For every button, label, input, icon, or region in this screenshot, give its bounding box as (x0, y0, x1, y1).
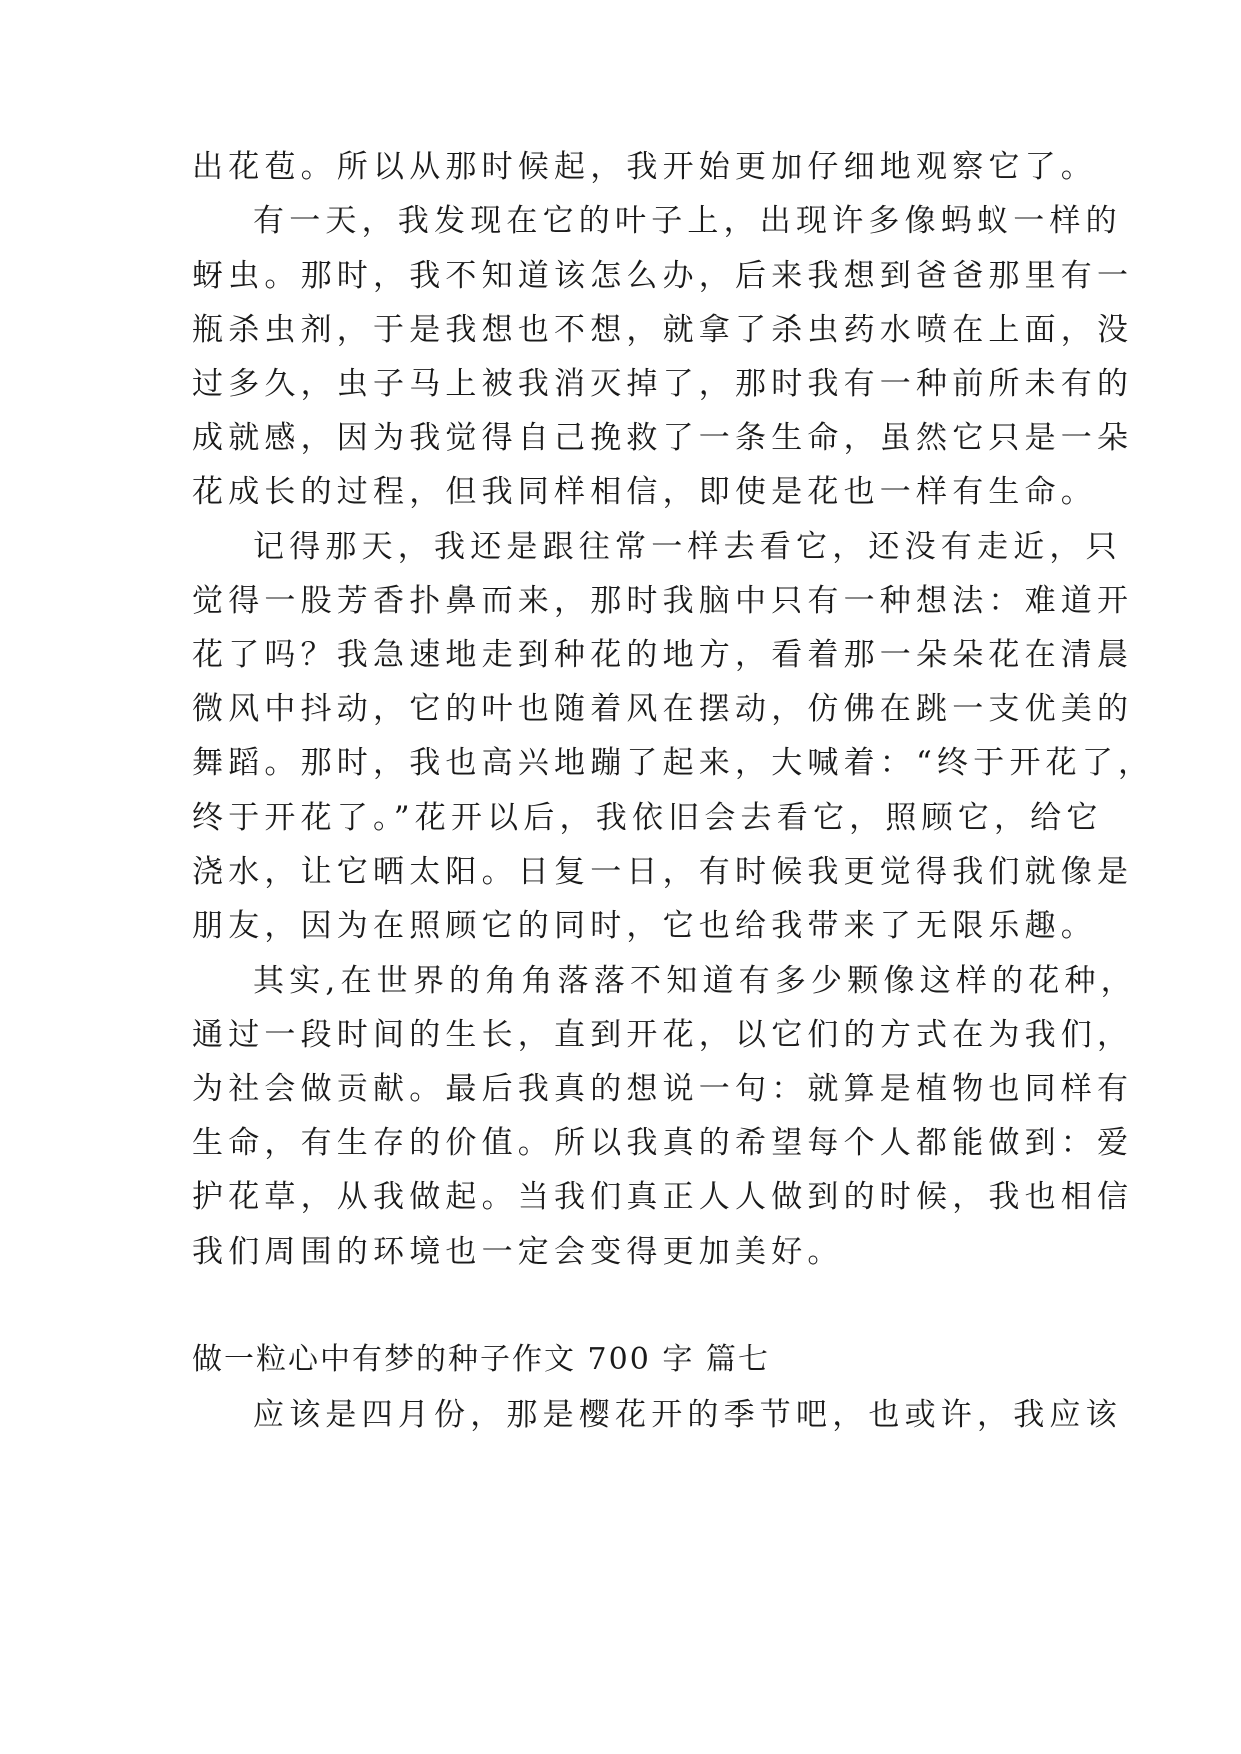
paragraph-line: 应该是四月份，那是樱花开的季节吧，也或许，我应该 (253, 1397, 1122, 1433)
section-heading: 做一粒心中有梦的种子作文 700 字 篇七 (192, 1342, 770, 1377)
paragraph-line: 护花草，从我做起。当我们真正人人做到的时候，我也相信 (192, 1179, 1134, 1215)
paragraph-line: 觉得一股芳香扑鼻而来，那时我脑中只有一种想法：难道开 (192, 583, 1134, 619)
paragraph-line: 生命，有生存的价值。所以我真的希望每个人都能做到：爱 (192, 1125, 1134, 1161)
paragraph-line: 花了吗？我急速地走到种花的地方，看着那一朵朵花在清晨 (192, 637, 1134, 673)
paragraph-line: 花成长的过程，但我同样相信，即使是花也一样有生命。 (192, 474, 1097, 510)
paragraph-line: 有一天，我发现在它的叶子上，出现许多像蚂蚁一样的 (253, 203, 1122, 239)
paragraph-line: 过多久，虫子马上被我消灭掉了，那时我有一种前所未有的 (192, 366, 1134, 402)
paragraph-line: 通过一段时间的生长，直到开花，以它们的方式在为我们， (192, 1017, 1134, 1053)
paragraph-line: 微风中抖动，它的叶也随着风在摆动，仿佛在跳一支优美的 (192, 691, 1134, 727)
paragraph-line: 其实,在世界的角角落落不知道有多少颗像这样的花种， (253, 963, 1137, 999)
paragraph-line: 瓶杀虫剂，于是我想也不想，就拿了杀虫药水喷在上面，没 (192, 312, 1134, 348)
paragraph-line: 成就感，因为我觉得自己挽救了一条生命，虽然它只是一朵 (192, 420, 1134, 456)
paragraph-line: 终于开花了。”花开以后，我依旧会去看它，照顾它，给它 (192, 800, 1103, 836)
paragraph-line: 舞蹈。那时，我也高兴地蹦了起来，大喊着：“终于开花了， (192, 745, 1155, 781)
paragraph-line: 我们周围的环境也一定会变得更加美好。 (192, 1234, 844, 1270)
paragraph-line: 朋友，因为在照顾它的同时，它也给我带来了无限乐趣。 (192, 908, 1097, 944)
paragraph-line: 浇水，让它晒太阳。日复一日，有时候我更觉得我们就像是 (192, 854, 1134, 890)
paragraph-line: 为社会做贡献。最后我真的想说一句：就算是植物也同样有 (192, 1071, 1134, 1107)
paragraph-line: 出花苞。所以从那时候起，我开始更加仔细地观察它了。 (192, 149, 1097, 185)
paragraph-line: 记得那天，我还是跟往常一样去看它，还没有走近，只 (253, 529, 1122, 565)
paragraph-line: 蚜虫。那时，我不知道该怎么办，后来我想到爸爸那里有一 (192, 258, 1134, 294)
